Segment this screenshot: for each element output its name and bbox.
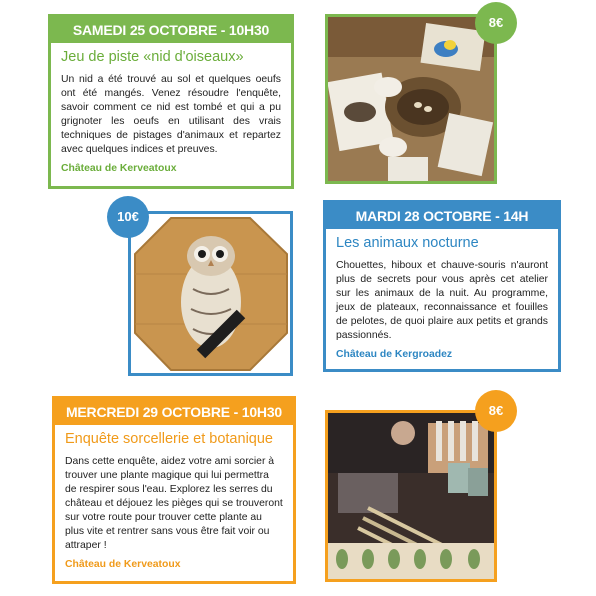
event-description: Un nid a été trouvé au sol et quelques oeufs ont été mangés. Venez résoudre l'enquête, savoir comment ce nid est tombé et qui a pu grignoter les oeufs en utilisant des vrais techniques de pistages d'animaux et repartez avec quelques indices et preuves. [61, 74, 281, 155]
nest-photo [325, 14, 497, 184]
nest-illustration [328, 17, 494, 181]
event-title: Enquête sorcellerie et botanique [65, 431, 273, 447]
event-venue: Château de Kerveatoux [61, 163, 177, 174]
event-title: Jeu de piste «nid d'oiseaux» [61, 49, 244, 65]
price-badge: 10€ [107, 196, 149, 238]
event-description: Chouettes, hiboux et chauve-souris n'auront plus de secrets pour vous après cet atelier sur les animaux de la nuit. Au programme, jeux de plateaux, reconnaissance et fouilles de pelotes, de quoi plaire aux petits et grands passionnés. [336, 260, 548, 341]
event-card-nid-oiseaux [48, 14, 294, 189]
sorcery-photo [325, 410, 497, 582]
owl-illustration [131, 214, 290, 373]
sorcery-illustration [328, 413, 494, 579]
event-date-header: MERCREDI 29 OCTOBRE - 10H30 [55, 399, 293, 425]
event-card-animaux-nocturne [323, 200, 561, 372]
event-venue: Château de Kerveatoux [65, 559, 181, 570]
event-date-header: SAMEDI 25 OCTOBRE - 10H30 [51, 17, 291, 43]
owl-photo [128, 211, 293, 376]
event-date-header: MARDI 28 OCTOBRE - 14H [326, 203, 558, 229]
price-badge: 8€ [475, 2, 517, 44]
price-badge: 8€ [475, 390, 517, 432]
event-card-sorcellerie-botanique [52, 396, 296, 584]
event-venue: Château de Kergroadez [336, 349, 453, 360]
event-description: Dans cette enquête, aidez votre ami sorcier à trouver une plante magique qui lui permettra de respirer sous l'eau. Explorez les serres du château et déjouez les pièges qui se trouveront sur votre route pour trouver cette plante au plus vite et rentrer sans vous être fait voir ou attraper ! [65, 456, 283, 551]
event-title: Les animaux nocturne [336, 235, 479, 251]
